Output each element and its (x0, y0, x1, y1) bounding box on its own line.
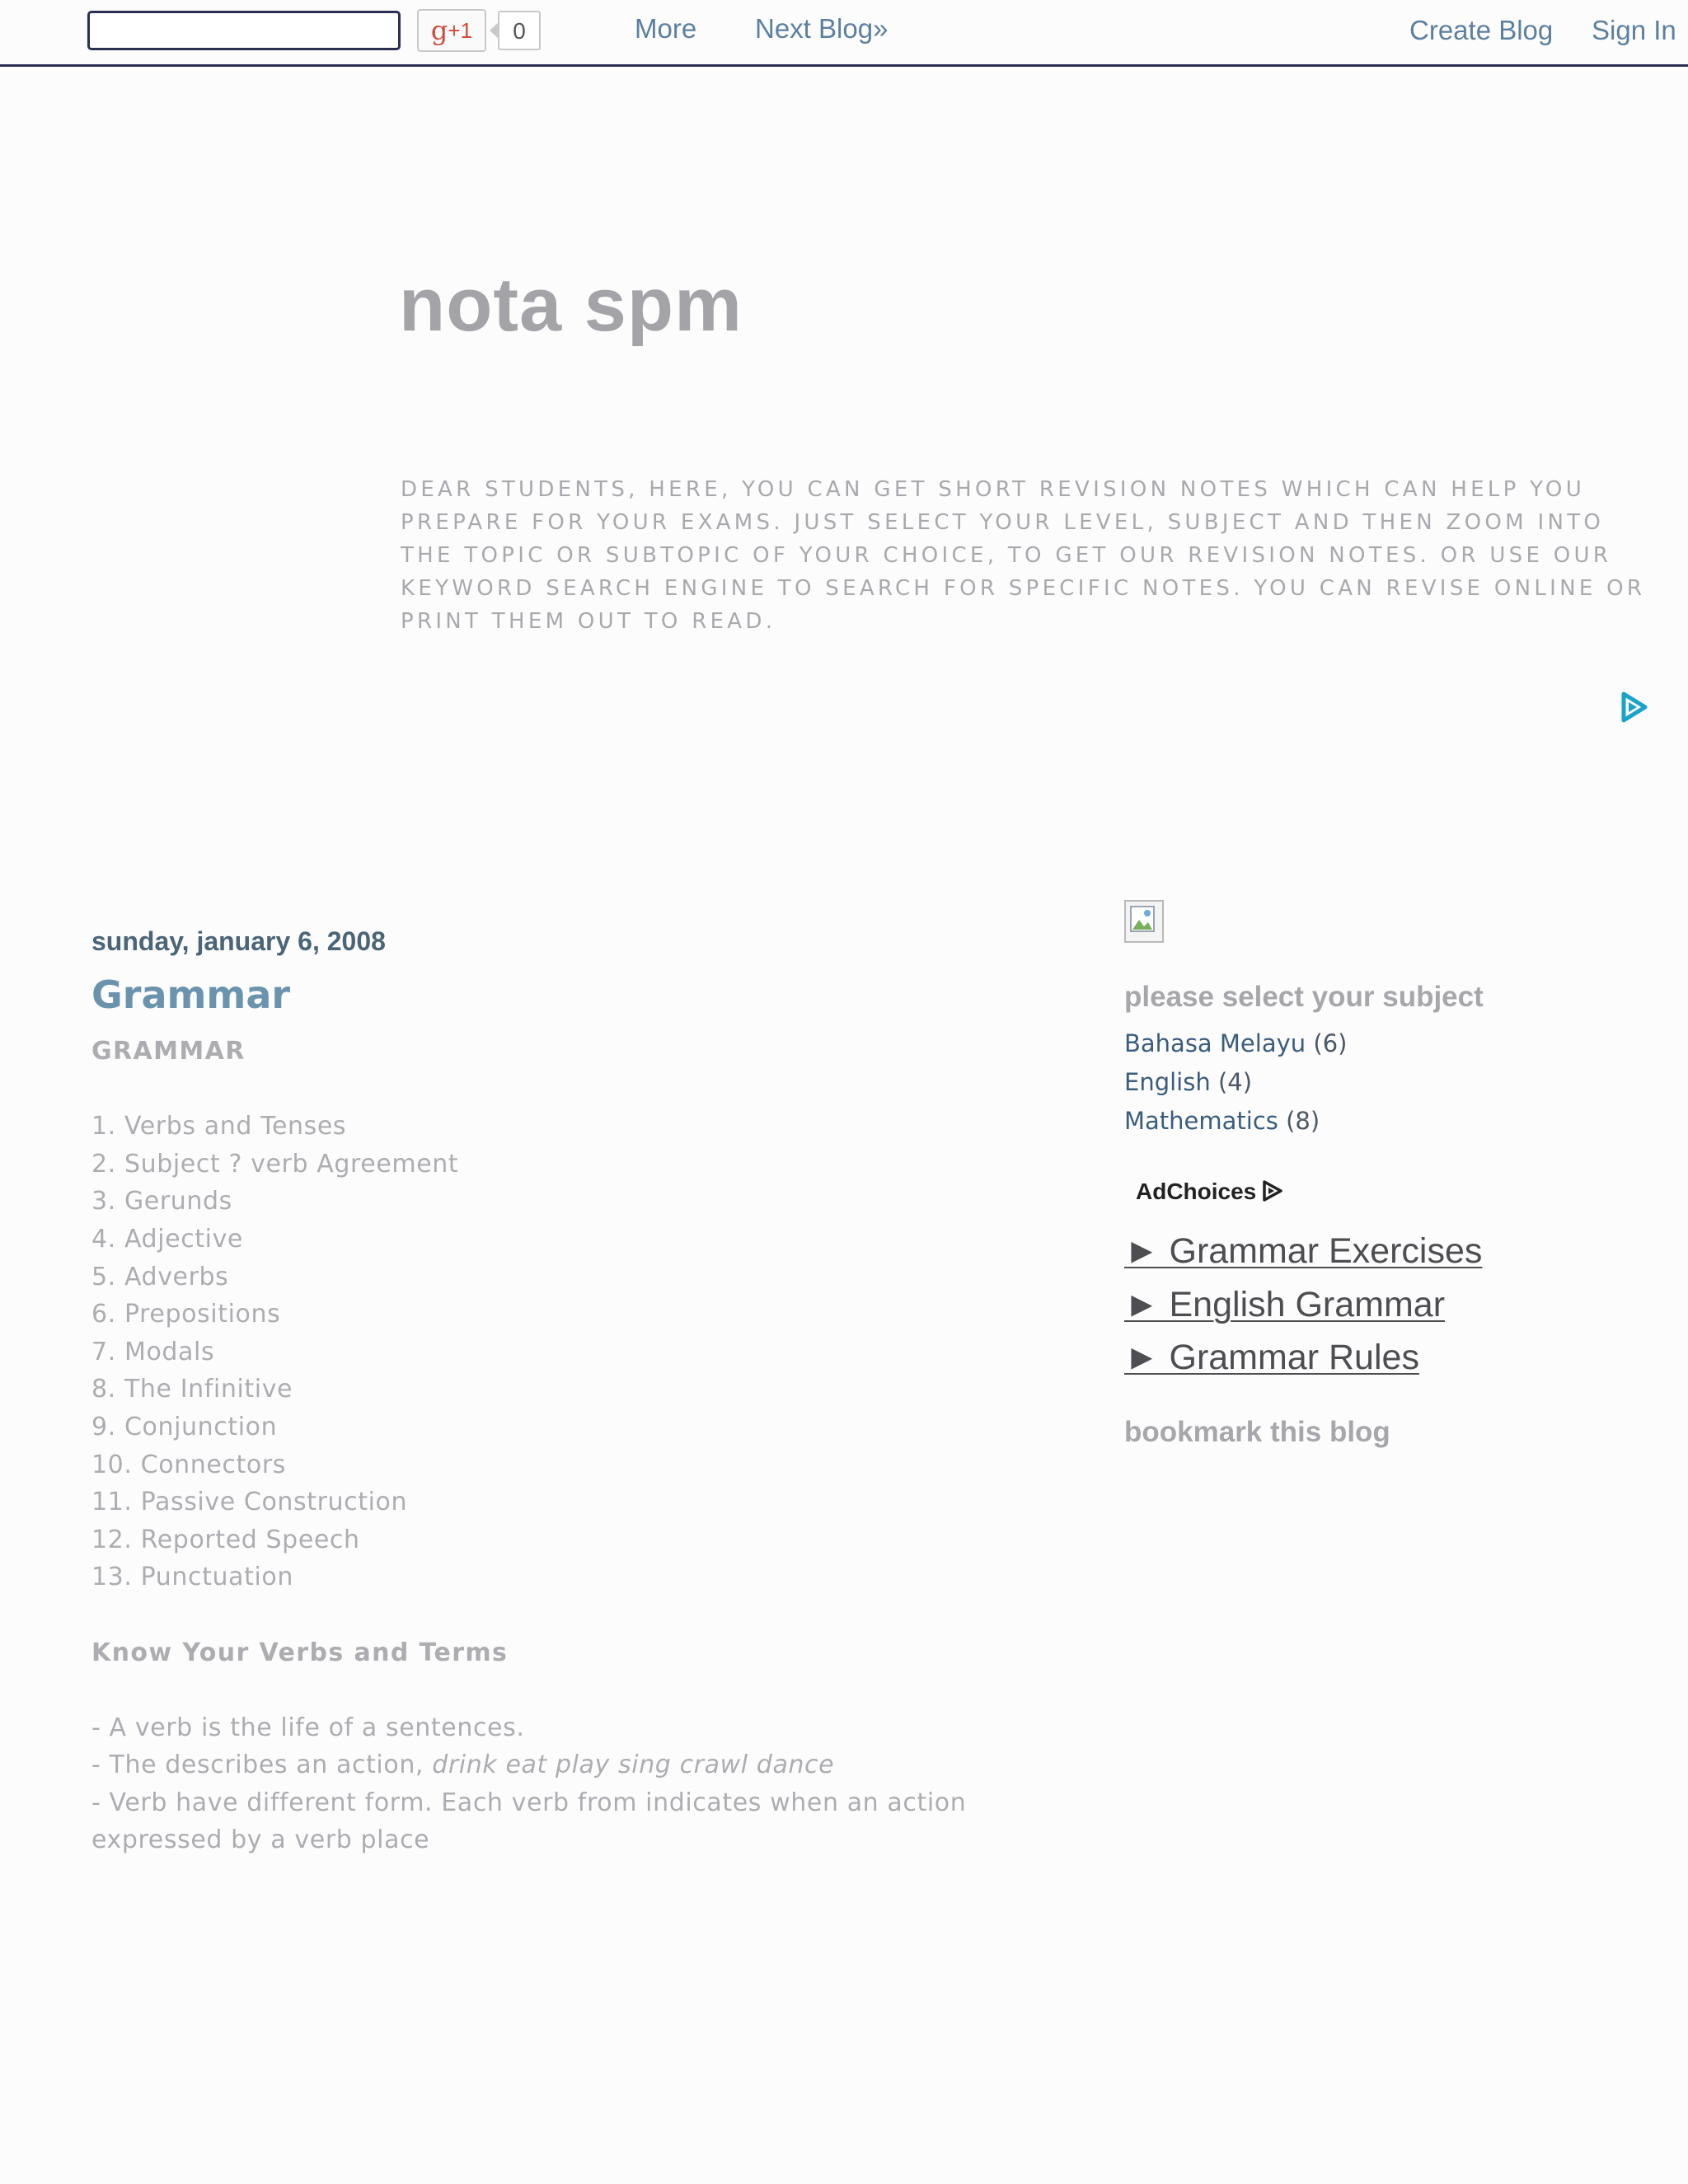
list-item (1124, 1225, 1482, 1278)
label-link-mathematics[interactable]: Mathematics (1124, 1107, 1278, 1135)
more-link[interactable]: More (635, 13, 697, 44)
list-item (1124, 1063, 1347, 1102)
adchoices-icon (1261, 1179, 1284, 1202)
list-item: 9. Conjunction (91, 1412, 278, 1441)
list-item: 6. Prepositions (91, 1300, 281, 1329)
google-plus-one-label: +1 (448, 18, 473, 43)
post-date-header: sunday, january 6, 2008 (91, 926, 386, 956)
verb-note-line: - A verb is the life of a sentences. (91, 1713, 525, 1742)
list-item (1124, 1102, 1347, 1141)
adchoices-triangle-icon[interactable] (1617, 691, 1650, 724)
broken-image-icon (1124, 900, 1164, 943)
list-item (1124, 1278, 1482, 1332)
google-plus-count: 0 (498, 11, 541, 50)
create-blog-link[interactable]: Create Blog (1409, 15, 1554, 45)
navbar-search-input[interactable] (87, 11, 401, 50)
google-plus-g-icon: g (430, 15, 448, 46)
next-blog-link[interactable]: Next Blog» (755, 13, 889, 44)
bookmark-heading: bookmark this blog (1124, 1416, 1390, 1448)
list-item: 13. Punctuation (91, 1563, 293, 1592)
ad-link-english-grammar[interactable]: ► English Grammar (1124, 1284, 1446, 1324)
list-item: 10. Connectors (91, 1450, 287, 1479)
verb-note-line: - Verb have different form. Each verb from indicates when an action expressed by a verb place (91, 1788, 967, 1855)
list-item: 5. Adverbs (91, 1262, 229, 1291)
list-item (1124, 1024, 1347, 1063)
label-count: (6) (1313, 1029, 1348, 1057)
post-title[interactable]: Grammar (91, 972, 291, 1017)
labels-heading: please select your subject (1124, 981, 1484, 1013)
google-plus-one-button[interactable] (417, 9, 486, 52)
post-body (91, 1033, 1039, 1859)
ad-links-list (1124, 1225, 1482, 1385)
verb-note-text: - The describes an action, (91, 1750, 433, 1780)
subject-labels-list (1124, 1024, 1347, 1141)
list-item: 7. Modals (91, 1337, 215, 1366)
label-link-english[interactable]: English (1124, 1068, 1211, 1096)
label-count: (4) (1217, 1068, 1253, 1096)
grammar-topics-list (91, 1108, 1039, 1596)
list-item: 8. The Infinitive (91, 1375, 293, 1404)
ad-link-grammar-rules[interactable]: ► Grammar Rules (1124, 1338, 1419, 1377)
verb-examples: drink eat play sing crawl dance (432, 1750, 835, 1780)
verbs-section-heading: Know Your Verbs and Terms (91, 1638, 509, 1667)
adchoices-badge[interactable] (1136, 1179, 1284, 1205)
blog-description: DEAR STUDENTS, HERE, YOU CAN GET SHORT REVISION NOTES WHICH CAN HELP YOU PREPARE FOR YOUR EXAMS. JUST SELECT YOUR LEVEL, SUBJECT AND THEN ZOOM INTO THE TOPIC OR SUBTOPIC OF YOUR CHOICE, TO GET OUR REVISION NOTES. OR USE OUR KEYWORD SEARCH ENGINE TO SEARCH FOR SPECIFIC NOTES. YOU CAN REVISE ONLINE OR PRINT THEM OUT TO READ. (401, 477, 1646, 634)
list-item (1124, 1331, 1482, 1385)
blog-title[interactable]: nota spm (399, 263, 743, 347)
sign-in-link[interactable]: Sign In (1592, 15, 1676, 45)
adchoices-label: AdChoices (1136, 1179, 1257, 1204)
label-link-bahasa-melayu[interactable]: Bahasa Melayu (1124, 1029, 1306, 1057)
list-item: 3. Gerunds (91, 1187, 232, 1216)
ad-link-grammar-exercises[interactable]: ► Grammar Exercises (1124, 1231, 1483, 1271)
verb-note-line (91, 1746, 1039, 1784)
list-item: 11. Passive Construction (91, 1488, 408, 1517)
blogger-navbar (0, 0, 1688, 67)
list-item: 2. Subject ? verb Agreement (91, 1149, 459, 1179)
post-subheading: GRAMMAR (91, 1037, 246, 1066)
list-item: 4. Adjective (91, 1224, 243, 1254)
list-item: 12. Reported Speech (91, 1525, 360, 1554)
label-count: (8) (1286, 1107, 1320, 1135)
list-item: 1. Verbs and Tenses (91, 1112, 347, 1141)
